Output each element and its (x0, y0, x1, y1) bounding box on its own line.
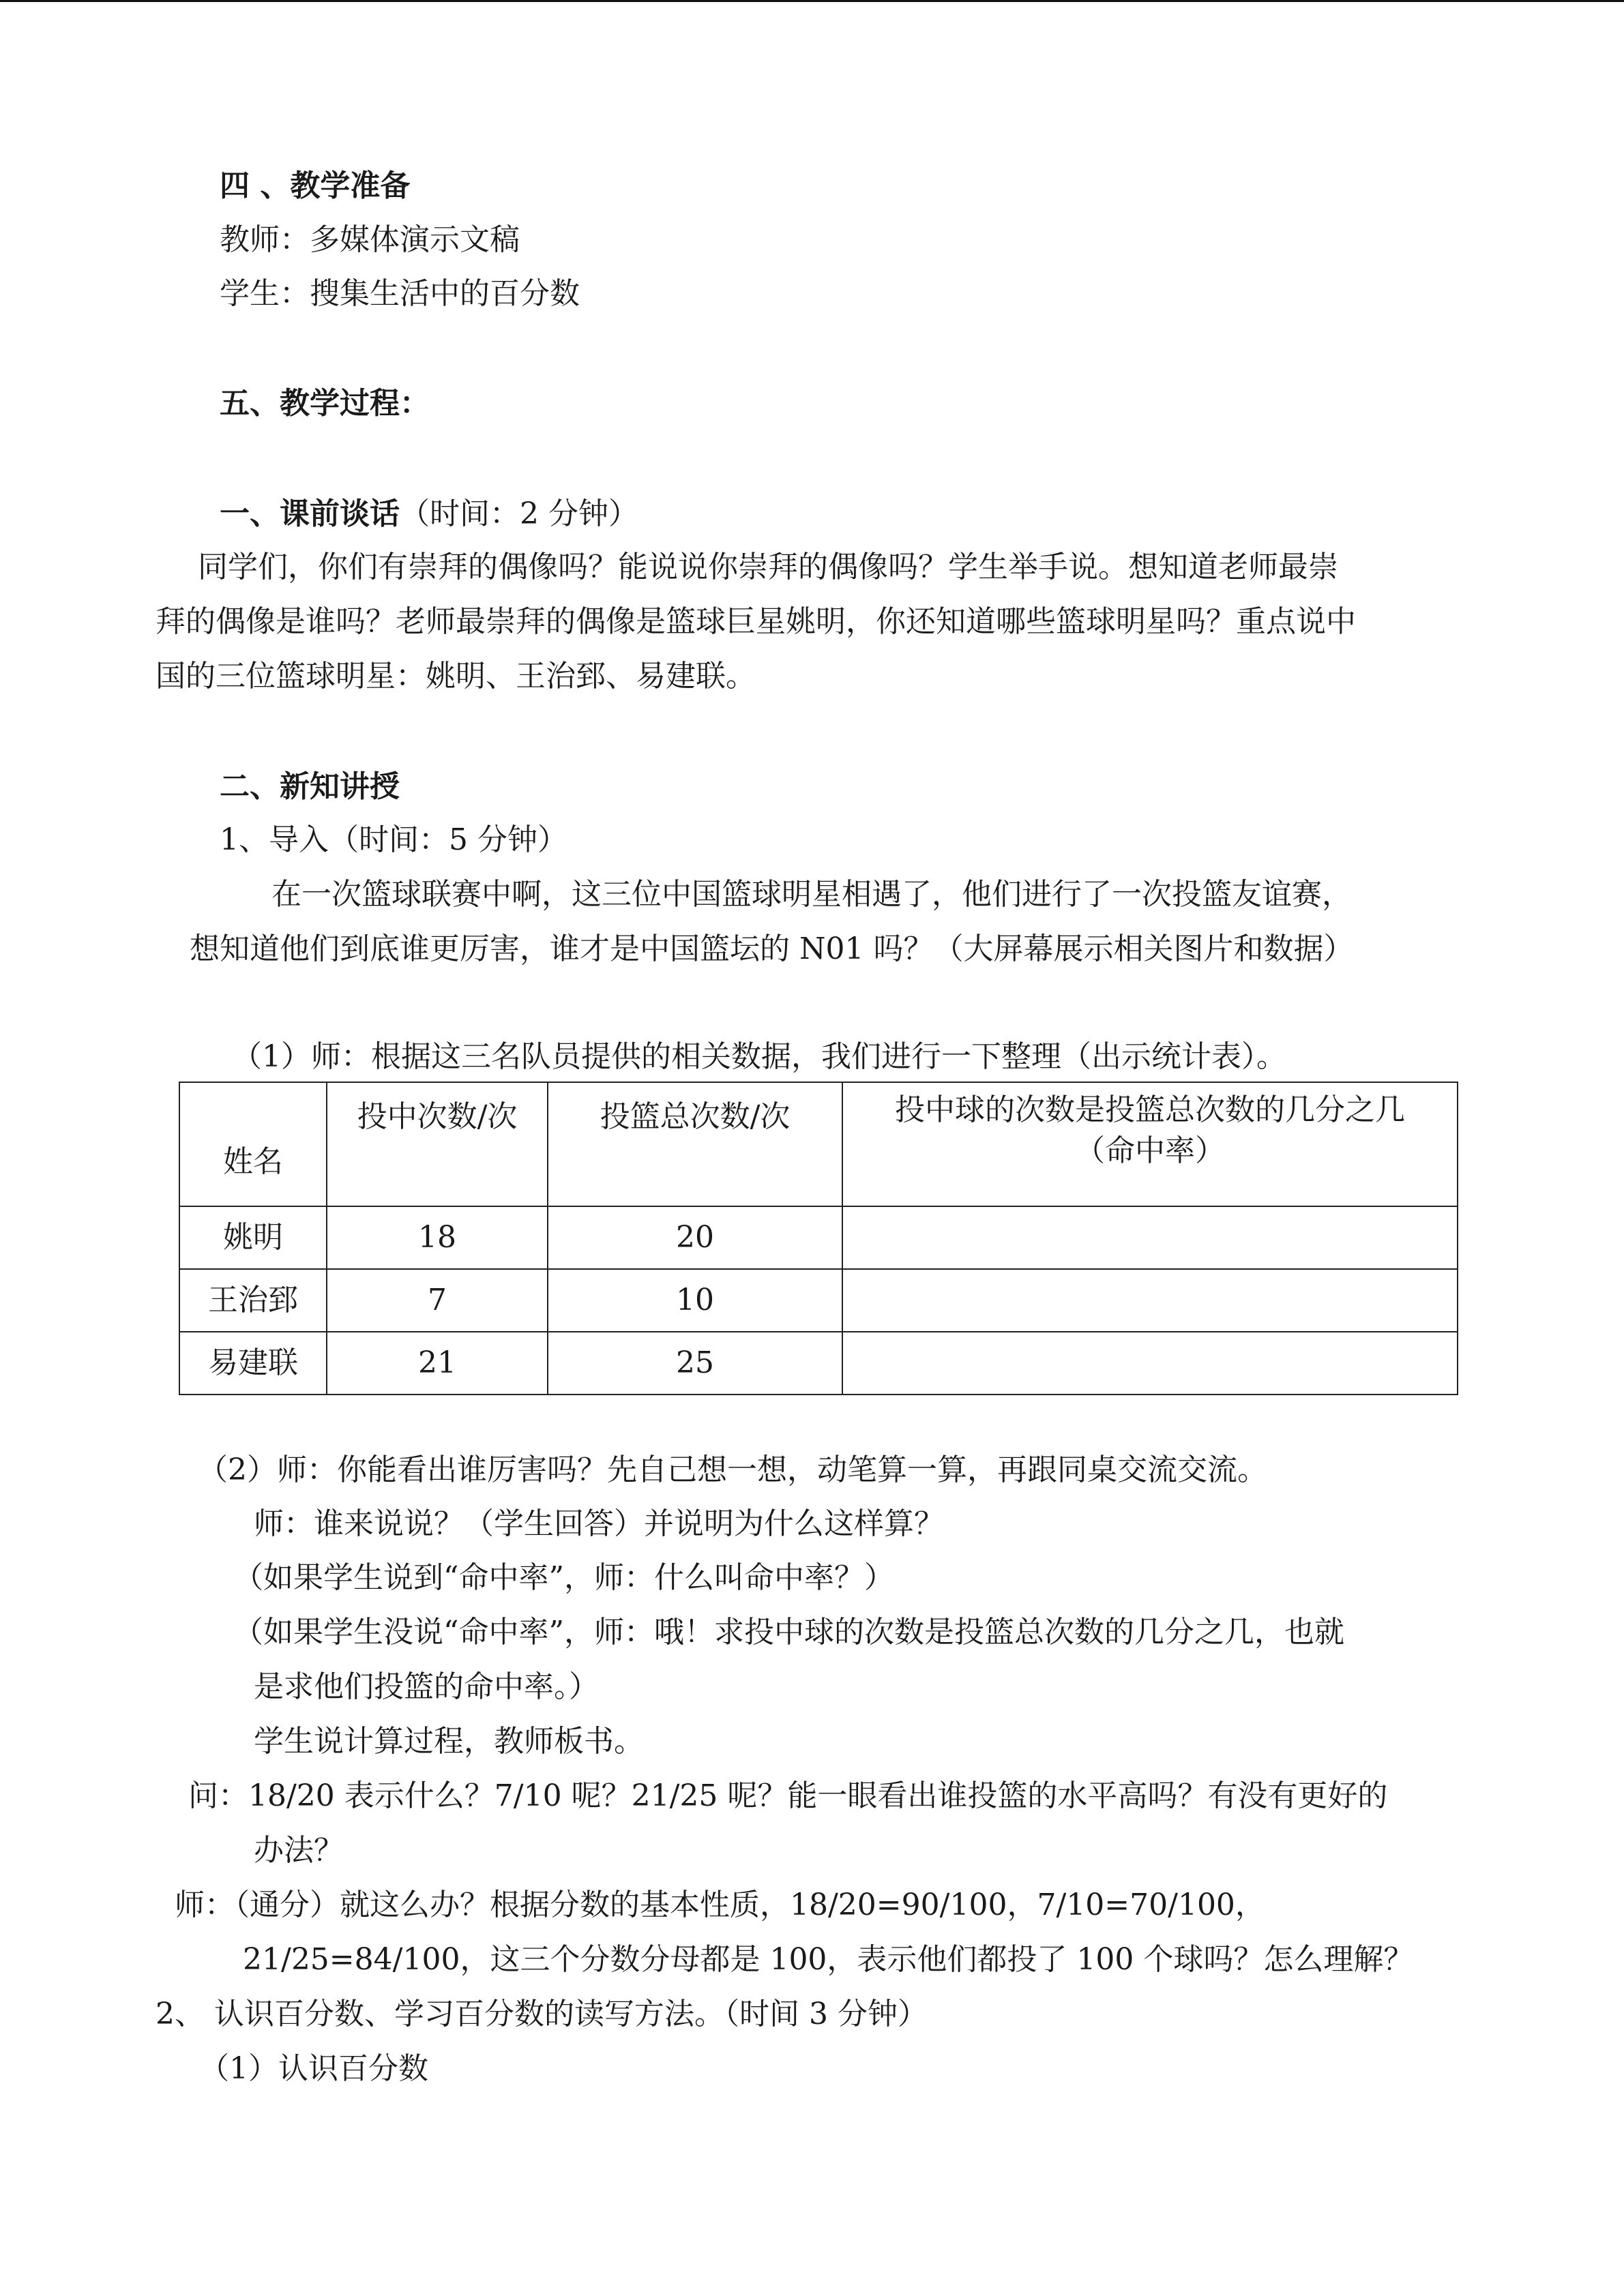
cell-total: 25 (548, 1332, 842, 1395)
part1-title: 一、课前谈话 (220, 496, 400, 531)
section4-student: 学生：搜集生活中的百分数 (220, 276, 580, 311)
discussion-case2-line-1: （如果学生没说“命中率”，师：哦！求投中球的次数是投篮总次数的几分之几，也就 (233, 1615, 1344, 1650)
cell-ratio (842, 1206, 1458, 1269)
cell-ratio (842, 1269, 1458, 1332)
header-ratio-cell (842, 1082, 1458, 1206)
header-ratio-line-1: 投中球的次数是投篮总次数的几分之几 (895, 1092, 1405, 1127)
part2-intro: 1、导入（时间：5 分钟） (220, 822, 567, 857)
header-name-cell (179, 1082, 327, 1206)
discussion-case2-line-2: 是求他们投篮的命中率。） (254, 1669, 599, 1704)
header-hits: 投中次数/次 (327, 1082, 548, 1206)
discussion-teacher-line-2: 21/25=84/100，这三个分数分母都是 100，表示他们都投了 100 个球吗？怎么理解？ (243, 1942, 1414, 1977)
part3-title: 2、 认识百分数、学习百分数的读写方法。（时间 3 分钟） (156, 1997, 928, 2031)
part1-line-3: 国的三位篮球明星：姚明、王治郅、易建联。 (156, 659, 756, 694)
table-header-row (179, 1082, 1458, 1206)
part2-step1: （1）师：根据这三名队员提供的相关数据，我们进行一下整理（出示统计表）。 (232, 1039, 1286, 1074)
table-row (179, 1206, 1458, 1269)
stats-table (179, 1082, 1458, 1395)
cell-total: 10 (548, 1269, 842, 1332)
part1-heading (220, 494, 638, 535)
header-ratio-line-2: （命中率） (1075, 1133, 1225, 1168)
discussion-teacher-line-1: 师：（通分）就这么办？根据分数的基本性质，18/20=90/100，7/10=70/100， (175, 1888, 1265, 1922)
discussion-question-line-1: 问：18/20 表示什么？7/10 呢？21/25 呢？能一眼看出谁投篮的水平高吗？有没有更好的 (188, 1778, 1388, 1813)
part1-line-2: 拜的偶像是谁吗？老师最崇拜的偶像是篮球巨星姚明，你还知道哪些篮球明星吗？重点说中 (156, 604, 1356, 639)
cell-name: 王治郅 (179, 1269, 327, 1332)
part2-intro-line-2: 想知道他们到底谁更厉害，谁才是中国篮坛的 N01 吗？（大屏幕展示相关图片和数据） (190, 931, 1354, 966)
section5-title: 五、教学过程： (220, 386, 430, 421)
header-name: 姓名 (223, 1144, 283, 1179)
discussion-question-line-2: 办法？ (254, 1833, 344, 1868)
cell-hits: 18 (327, 1206, 548, 1269)
discussion-board: 学生说计算过程，教师板书。 (254, 1724, 644, 1759)
part1-time: （时间：2 分钟） (400, 496, 638, 531)
cell-name: 易建联 (179, 1332, 327, 1395)
table-row (179, 1269, 1458, 1332)
cell-total: 20 (548, 1206, 842, 1269)
discussion-case1: （如果学生说到“命中率”，师：什么叫命中率？） (233, 1560, 894, 1595)
discussion-step2: （2）师：你能看出谁厉害吗？先自己想一想，动笔算一算，再跟同桌交流交流。 (198, 1452, 1267, 1487)
cell-hits: 21 (327, 1332, 548, 1395)
table-row (179, 1332, 1458, 1395)
page-top-border (0, 0, 1624, 2)
section4-title: 四 、教学准备 (220, 168, 411, 203)
cell-hits: 7 (327, 1269, 548, 1332)
discussion-ask: 师：谁来说说？（学生回答）并说明为什么这样算？ (254, 1506, 944, 1541)
part2-intro-line-1: 在一次篮球联赛中啊，这三位中国篮球明星相遇了，他们进行了一次投篮友谊赛， (271, 877, 1352, 912)
cell-ratio (842, 1332, 1458, 1395)
part3-sub1: （1）认识百分数 (199, 2051, 428, 2086)
part1-line-1: 同学们，你们有崇拜的偶像吗？能说说你崇拜的偶像吗？学生举手说。想知道老师最崇 (198, 550, 1338, 584)
section4-teacher: 教师：多媒体演示文稿 (220, 222, 520, 257)
header-total: 投篮总次数/次 (548, 1082, 842, 1206)
part2-title: 二、新知讲授 (220, 769, 400, 804)
cell-name: 姚明 (179, 1206, 327, 1269)
